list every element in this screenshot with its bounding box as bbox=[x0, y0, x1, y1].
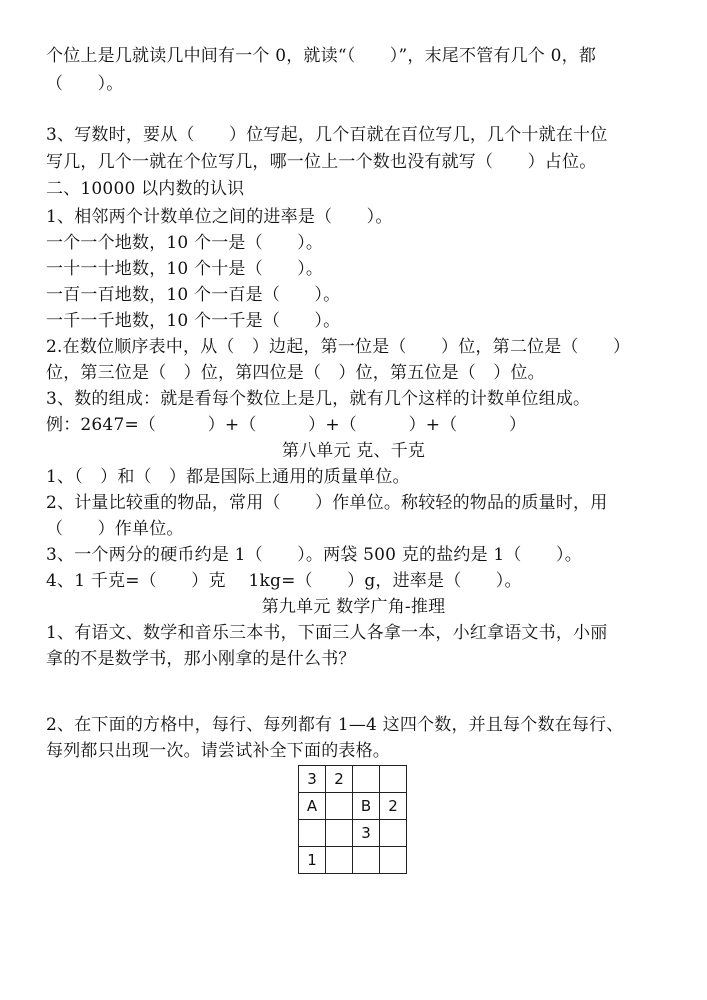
text-line: 一千一千地数，10 个一千是（ ）。 bbox=[46, 311, 341, 331]
text-line: 每列都只出现一次。请尝试补全下面的表格。 bbox=[46, 741, 390, 761]
grid-row bbox=[299, 847, 407, 874]
text-line: 个位上是几就读几中间有一个 0，就读“（ ）”，末尾不管有几个 0，都 bbox=[46, 46, 597, 66]
grid-cell bbox=[353, 766, 380, 793]
grid-cell bbox=[326, 820, 353, 847]
text-line: 3、数的组成：就是看每个数位上是几，就有几个这样的计数单位组成。 bbox=[46, 389, 591, 409]
grid-cell bbox=[380, 766, 407, 793]
grid-cell: 1 bbox=[299, 847, 326, 874]
grid-cell: 2 bbox=[380, 793, 407, 820]
text-line: （ ）。 bbox=[46, 74, 124, 94]
text-line: （ ）作单位。 bbox=[46, 519, 184, 539]
section-heading: 二、10000 以内数的认识 bbox=[46, 179, 245, 199]
text-line: 2、计量比较重的物品，常用（ ）作单位。称较轻的物品的质量时，用 bbox=[46, 493, 608, 513]
grid-cell bbox=[326, 847, 353, 874]
text-line: 3、一个两分的硬币约是 1（ ）。两袋 500 克的盐约是 1（ ）。 bbox=[46, 545, 582, 565]
grid-cell bbox=[299, 820, 326, 847]
grid-row bbox=[299, 820, 407, 847]
grid-cell bbox=[326, 793, 353, 820]
text-line: 1、（ ）和（ ）都是国际上通用的质量单位。 bbox=[46, 467, 410, 487]
text-line: 一个一个地数，10 个一是（ ）。 bbox=[46, 233, 324, 253]
text-line: 一十一十地数，10 个十是（ ）。 bbox=[46, 259, 324, 279]
text-line: 位，第三位是（ ）位，第四位是（ ）位，第五位是（ ）位。 bbox=[46, 363, 545, 383]
text-line: 1、相邻两个计数单位之间的进率是（ ）。 bbox=[46, 207, 393, 227]
grid-cell: 3 bbox=[299, 766, 326, 793]
text-line: 4、1 千克=（ ）克 1kg=（ ）g，进率是（ ）。 bbox=[46, 571, 522, 591]
text-line: 2.在数位顺序表中，从（ ）边起，第一位是（ ）位，第二位是（ ） bbox=[46, 337, 631, 357]
text-line: 3、写数时，要从（ ）位写起，几个百就在百位写几，几个十就在十位 bbox=[46, 125, 608, 145]
grid-cell bbox=[380, 847, 407, 874]
grid-row bbox=[299, 766, 407, 793]
grid-cell: A bbox=[299, 793, 326, 820]
text-line: 2、在下面的方格中，每行、每列都有 1—4 这四个数，并且每个数在每行、 bbox=[46, 715, 624, 735]
grid-cell: 3 bbox=[353, 820, 380, 847]
grid-row bbox=[299, 793, 407, 820]
puzzle-grid bbox=[298, 765, 407, 874]
grid-cell: B bbox=[353, 793, 380, 820]
text-line: 一百一百地数，10 个一百是（ ）。 bbox=[46, 285, 341, 305]
grid-cell bbox=[353, 847, 380, 874]
grid-cell bbox=[380, 820, 407, 847]
unit-heading: 第九单元 数学广角-推理 bbox=[261, 597, 446, 617]
text-line: 1、有语文、数学和音乐三本书，下面三人各拿一本，小红拿语文书，小丽 bbox=[46, 623, 608, 643]
text-line: 写几，几个一就在个位写几，哪一位上一个数也没有就写（ ）占位。 bbox=[46, 152, 597, 172]
text-line: 例：2647=（ ）+（ ）+（ ）+（ ） bbox=[46, 415, 527, 435]
text-line: 拿的不是数学书，那小刚拿的是什么书？ bbox=[46, 649, 356, 669]
grid-cell: 2 bbox=[326, 766, 353, 793]
unit-heading: 第八单元 克、千克 bbox=[281, 441, 426, 461]
